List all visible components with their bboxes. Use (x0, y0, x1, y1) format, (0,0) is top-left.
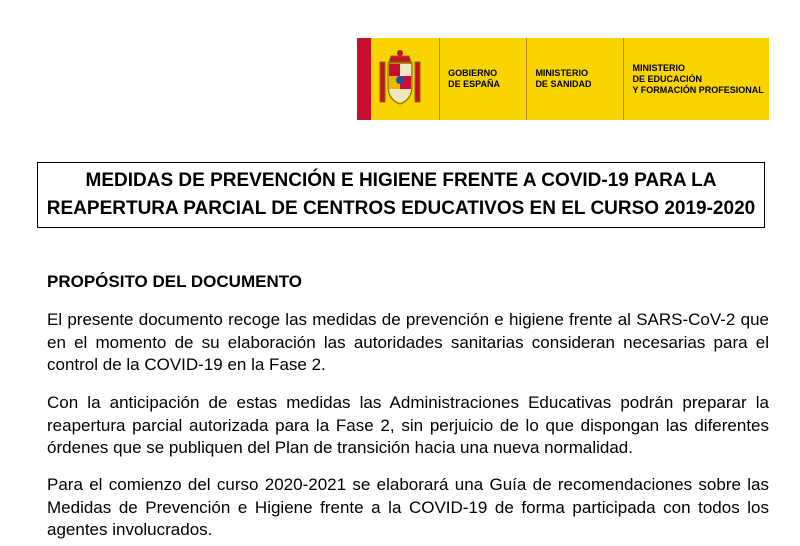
document-title (37, 162, 765, 228)
gobierno-block (439, 38, 516, 120)
sanidad-line2: DE SANIDAD (535, 79, 592, 89)
gobierno-line1: GOBIERNO (448, 68, 498, 78)
section-heading: PROPÓSITO DEL DOCUMENTO (47, 272, 303, 291)
title-line2: REAPERTURA PARCIAL DE CENTROS EDUCATIVOS EN EL CURSO 2019-2020 (46, 198, 756, 219)
educacion-block (623, 38, 769, 120)
educacion-line2: DE EDUCACIÓN (632, 73, 702, 84)
paragraph-2: Con la anticipación de estas medidas las Administraciones Educativas podrán preparar la reapertura parcial autorizada para la Fase 2, sin perjuicio de lo que dispongan las diferentes órdenes que se publiquen del Plan de transición hacia una nueva normalidad. (47, 393, 769, 457)
paragraph-1: El presente documento recoge las medidas de prevención e higiene frente al SARS-CoV-2 que en el momento de su elaboración las autoridades sanitarias consideran necesarias para el control de la COVID-19 en la Fase 2. (47, 310, 769, 374)
educacion-line3: Y FORMACIÓN PROFESIONAL (632, 84, 764, 95)
sanidad-line1: MINISTERIO (535, 68, 588, 78)
educacion-line1: MINISTERIO (632, 62, 685, 73)
government-header (357, 38, 769, 120)
gobierno-line2: DE ESPAÑA (448, 79, 501, 89)
coat-of-arms-icon (371, 38, 430, 120)
paragraph-3: Para el comienzo del curso 2020-2021 se elaborará una Guía de recomendaciones sobre las Medidas de Prevención e Higiene frente a la COVID-19 de forma participada con todos los agentes involucrados. (47, 475, 769, 539)
title-line1: MEDIDAS DE PREVENCIÓN E HIGIENE FRENTE A COVID-19 PARA LA (85, 170, 717, 191)
flag-strip (357, 38, 371, 120)
sanidad-block (526, 38, 613, 120)
